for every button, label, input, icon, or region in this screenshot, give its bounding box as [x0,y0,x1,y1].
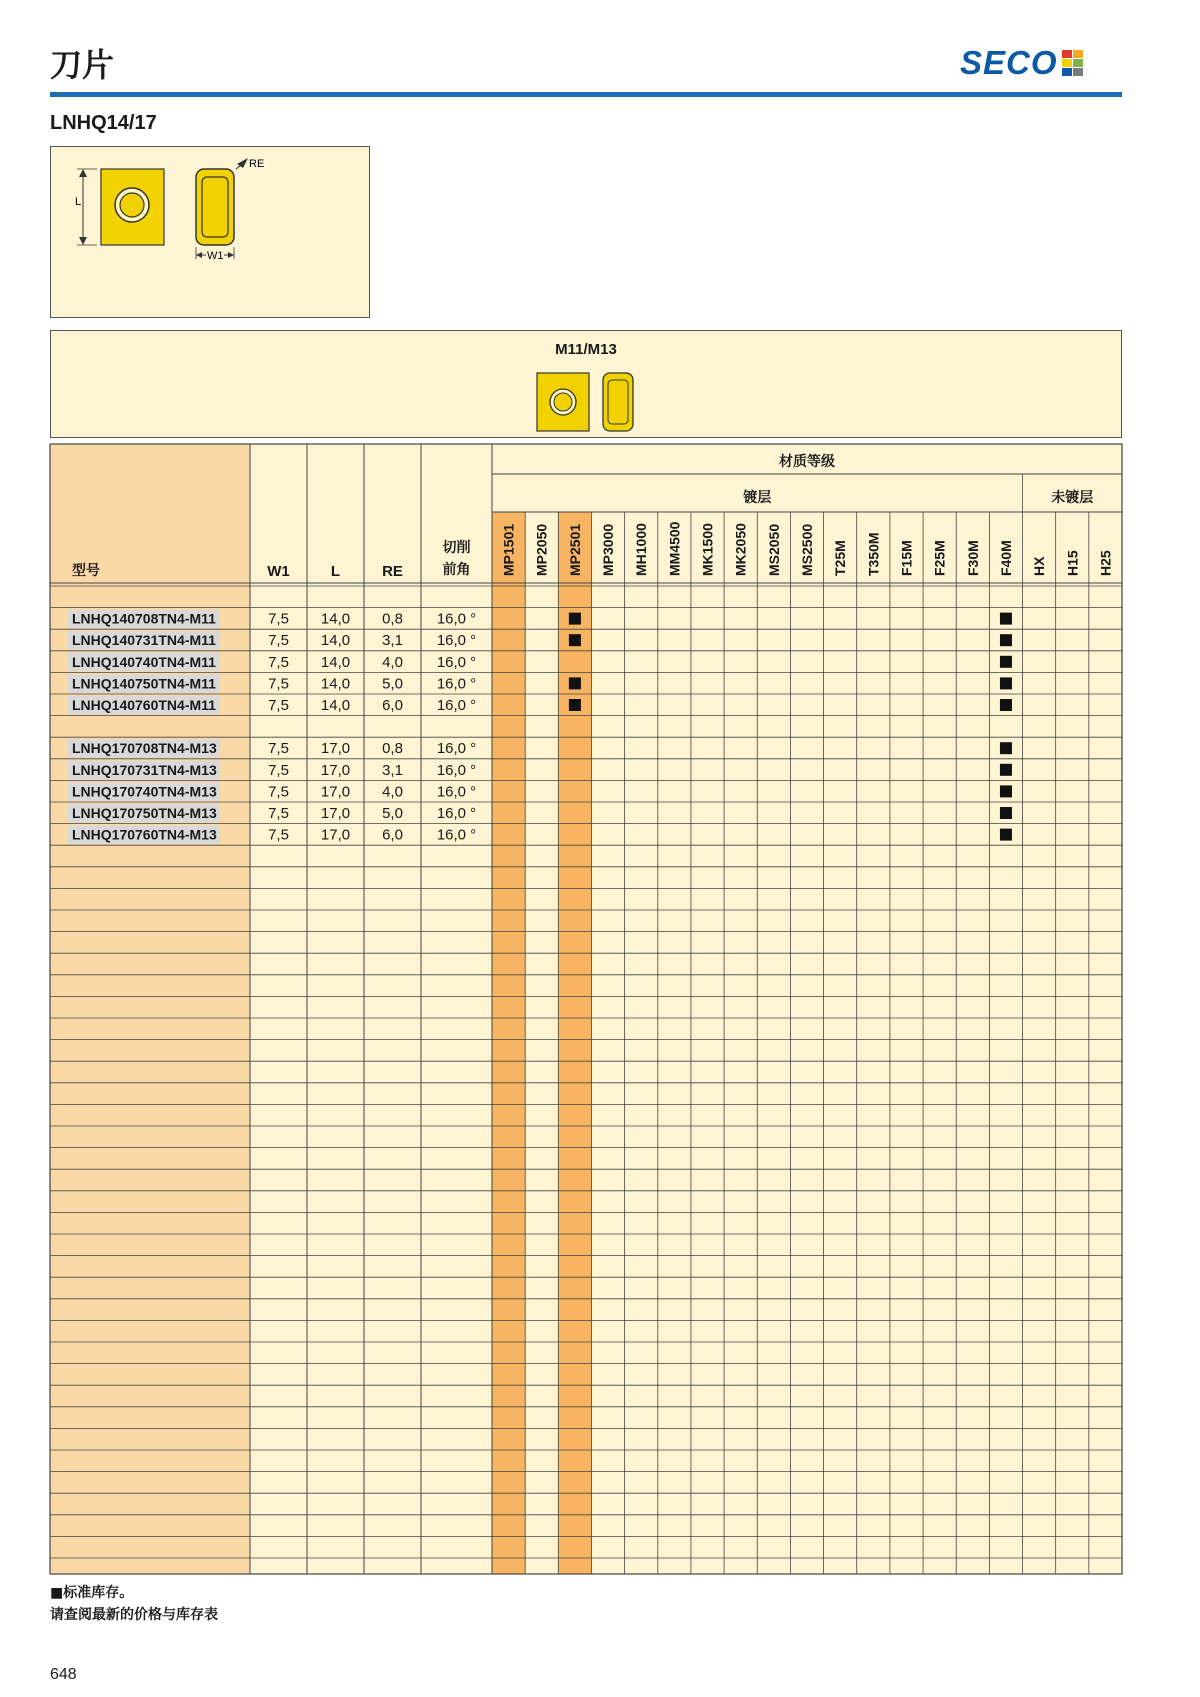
grade-label: MM4500 [666,521,683,576]
l-value: 17,0 [320,740,351,758]
l-value: 17,0 [320,783,351,801]
stock-marker [569,699,581,711]
insert-type: LNHQ140740TN4-M11 [72,653,216,670]
insert-type: LNHQ140731TN4-M11 [72,632,216,649]
insert-type: LNHQ170740TN4-M13 [72,783,217,800]
grade-label: HX [1031,556,1048,576]
insert-type: LNHQ140760TN4-M11 [72,697,216,713]
w1-value: 7,5 [268,632,289,650]
price-note: 请查阅最新的价格与库存表 [50,1607,218,1623]
grade-label: F30M [964,540,981,576]
grade-label: MP2501 [566,523,583,576]
angle-value: 16,0 ° [436,632,477,650]
l-value: 14,0 [320,653,351,671]
w1-value: 7,5 [268,740,289,758]
re-value: 5,0 [382,805,403,822]
type-column-header: 型号 [72,563,100,579]
insert-type: LNHQ170750TN4-M13 [72,805,217,821]
insert-type: LNHQ140708TN4-M11 [72,610,216,627]
page-title: 刀片 [50,46,115,84]
stock-marker [1000,677,1012,689]
stock-marker [1000,742,1012,754]
page-number: 648 [50,1666,77,1683]
insert-type: LNHQ170760TN4-M13 [72,826,217,843]
grade-label: MP3000 [600,523,617,576]
l-value: 14,0 [320,697,351,714]
angle-column-header: 前角 [442,562,471,578]
re-value: 0,8 [382,740,403,758]
stock-marker [1000,764,1012,776]
w1-value: 7,5 [268,697,289,714]
angle-value: 16,0 ° [436,653,477,671]
grade-label: F25M [931,540,948,576]
angle-value: 16,0 ° [436,740,477,758]
uncoated-header: 未镀层 [1051,490,1094,506]
grade-label: T25M [832,540,849,576]
grade-label: F40M [997,540,1014,576]
insert-type: LNHQ170731TN4-M13 [72,761,217,778]
w1-value: 7,5 [268,761,289,779]
l-value: 14,0 [320,675,351,693]
grade-label: MS2050 [765,523,782,576]
w1-column-header: W1 [267,563,290,580]
stock-marker [1000,785,1012,797]
angle-value: 16,0 ° [436,610,477,628]
stock-note: ■标准库存。 [50,1585,134,1601]
re-value: 5,0 [382,675,403,693]
stock-marker [569,613,581,625]
label-L: L [75,196,82,208]
w1-value: 7,5 [268,675,289,693]
angle-value: 16,0 ° [436,761,477,779]
w1-value: 7,5 [268,783,289,801]
re-value: 0,8 [382,610,403,628]
re-column-header: RE [382,563,403,580]
l-value: 17,0 [320,805,351,822]
l-value: 17,0 [320,761,351,779]
w1-value: 7,5 [268,610,289,628]
angle-value: 16,0 ° [436,697,477,714]
stock-marker [1000,807,1012,819]
re-value: 4,0 [382,783,403,801]
stock-marker [1000,829,1012,841]
w1-value: 7,5 [268,653,289,671]
re-value: 4,0 [382,653,403,671]
stock-marker [569,677,581,689]
grade-label: H25 [1097,550,1114,576]
re-value: 6,0 [382,826,403,844]
l-column-header: L [330,563,341,580]
l-value: 14,0 [320,610,351,628]
label-RE: RE [249,158,265,170]
l-value: 17,0 [320,826,351,844]
label-W1: W1 [207,250,224,262]
highlight-column [558,512,591,1574]
material-grade-header: 材质等级 [779,454,835,470]
grade-label: MK2050 [732,523,749,576]
angle-value: 16,0 ° [436,826,477,844]
insert-type: LNHQ170708TN4-M13 [72,740,217,757]
grade-label: H15 [1064,550,1081,576]
re-value: 3,1 [382,761,403,779]
angle-value: 16,0 ° [436,805,477,822]
grade-label: MH1000 [633,523,650,576]
w1-value: 7,5 [268,805,289,822]
grade-label: MS2500 [799,523,815,576]
logo-text: SECO [960,44,1058,81]
angle-value: 16,0 ° [436,675,477,693]
grade-label: MP2050 [533,523,550,576]
highlight-column [492,512,525,1574]
grade-label: F15M [898,540,915,576]
stock-marker [1000,634,1012,646]
stock-marker [1000,656,1012,668]
grade-label: MK1500 [699,523,716,576]
stock-marker [1000,699,1012,711]
w1-value: 7,5 [268,826,289,844]
chipbreaker-label: M11/M13 [555,341,617,358]
l-value: 14,0 [320,632,351,650]
re-value: 3,1 [382,632,403,650]
stock-marker [569,634,581,646]
stock-marker [1000,613,1012,625]
coated-header: 镀层 [743,490,772,506]
grade-label: MP1501 [500,523,517,576]
angle-value: 16,0 ° [436,783,477,801]
grade-label: T350M [865,532,882,576]
insert-type: LNHQ140750TN4-M11 [72,675,216,692]
angle-column-header: 切削 [442,540,471,556]
re-value: 6,0 [382,697,403,714]
insert-family-title: LNHQ14/17 [50,112,157,134]
